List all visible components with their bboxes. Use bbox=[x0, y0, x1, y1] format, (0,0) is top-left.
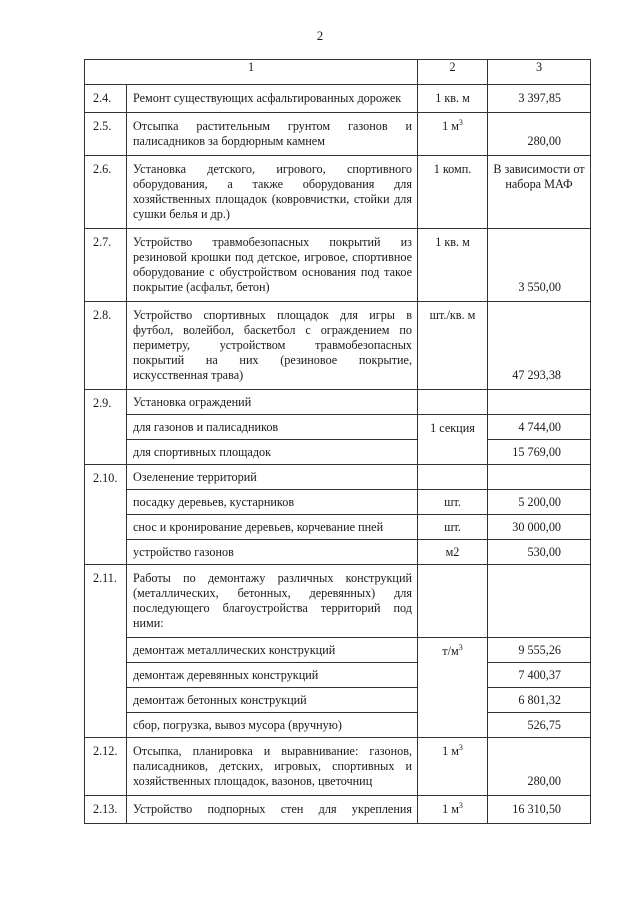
header-row bbox=[85, 60, 591, 85]
sub-item-description: сбор, погрузка, вывоз мусора (вручную) bbox=[127, 713, 418, 738]
item-unit bbox=[418, 796, 488, 824]
item-description: Ремонт существующих асфальтированных дорожек bbox=[127, 85, 418, 113]
sub-item-price: 6 801,32 bbox=[488, 688, 591, 713]
item-unit: 1 комп. bbox=[418, 156, 488, 229]
sub-item-unit: м2 bbox=[418, 540, 488, 565]
item-number: 2.6. bbox=[85, 156, 127, 229]
table-row bbox=[85, 515, 591, 540]
unit-base: 1 м bbox=[442, 744, 459, 758]
sub-item-description: устройство газонов bbox=[127, 540, 418, 565]
item-price: 16 310,50 bbox=[488, 796, 591, 824]
item-price: В зависимости от набора МАФ bbox=[488, 156, 591, 229]
item-number: 2.11. bbox=[85, 565, 127, 738]
header-col-1: 1 bbox=[85, 60, 418, 85]
sub-item-description: для газонов и палисадников bbox=[127, 415, 418, 440]
item-description: Устройство травмобезопасных покрытий из резиновой крошки под детское, игровое, спортивное оборудование с обустройством основания под такое покрытие (асфальт, бетон) bbox=[127, 229, 418, 302]
unit-base: 1 м bbox=[442, 802, 459, 816]
table-row bbox=[85, 688, 591, 713]
item-description: Отсыпка, планировка и выравнивание: газонов, палисадников, детских, игровых, спортивных и хозяйственных площадок, вазонов, цветочниц bbox=[127, 738, 418, 796]
unit-superscript: 3 bbox=[458, 117, 463, 127]
item-number: 2.10. bbox=[85, 465, 127, 565]
table-row bbox=[85, 565, 591, 638]
item-description: Устройство подпорных стен для укрепления bbox=[127, 796, 418, 824]
table-row bbox=[85, 490, 591, 515]
table-row bbox=[85, 465, 591, 490]
item-unit bbox=[418, 565, 488, 638]
sub-item-description: демонтаж металлических конструкций bbox=[127, 638, 418, 663]
sub-item-price: 30 000,00 bbox=[488, 515, 591, 540]
item-price: 280,00 bbox=[488, 113, 591, 156]
item-unit bbox=[418, 390, 488, 415]
item-price bbox=[488, 390, 591, 415]
item-description: Устройство спортивных площадок для игры в футбол, волейбол, баскетбол с ограждением по периметру, устройством травмобезопасных покрытий на них (резиновое покрытие, искусственная трава) bbox=[127, 302, 418, 390]
item-number: 2.8. bbox=[85, 302, 127, 390]
item-description: Озеленение территорий bbox=[127, 465, 418, 490]
item-description: Установка детского, игрового, спортивного оборудования, а также оборудования для хозяйственных площадок (ковровчистки, стойки для сушки белья и др.) bbox=[127, 156, 418, 229]
table-row bbox=[85, 302, 591, 390]
item-number: 2.13. bbox=[85, 796, 127, 824]
sub-item-price: 526,75 bbox=[488, 713, 591, 738]
item-unit bbox=[418, 113, 488, 156]
sub-item-price: 7 400,37 bbox=[488, 663, 591, 688]
sub-item-price: 5 200,00 bbox=[488, 490, 591, 515]
sub-item-price: 9 555,26 bbox=[488, 638, 591, 663]
table-row bbox=[85, 540, 591, 565]
item-unit bbox=[418, 638, 488, 738]
item-description: Установка ограждений bbox=[127, 390, 418, 415]
item-number: 2.9. bbox=[85, 390, 127, 465]
header-col-2: 2 bbox=[418, 60, 488, 85]
table-row bbox=[85, 415, 591, 440]
item-price: 3 550,00 bbox=[488, 229, 591, 302]
item-unit: шт./кв. м bbox=[418, 302, 488, 390]
item-number: 2.12. bbox=[85, 738, 127, 796]
item-price: 280,00 bbox=[488, 738, 591, 796]
sub-item-price: 4 744,00 bbox=[488, 415, 591, 440]
sub-item-unit: шт. bbox=[418, 515, 488, 540]
unit-base: 1 м bbox=[442, 119, 459, 133]
item-number: 2.7. bbox=[85, 229, 127, 302]
item-unit bbox=[418, 738, 488, 796]
header-col-3: 3 bbox=[488, 60, 591, 85]
sub-item-unit: шт. bbox=[418, 490, 488, 515]
sub-item-description: демонтаж бетонных конструкций bbox=[127, 688, 418, 713]
table-row bbox=[85, 113, 591, 156]
item-unit: 1 кв. м bbox=[418, 85, 488, 113]
item-number: 2.4. bbox=[85, 85, 127, 113]
unit-superscript: 3 bbox=[458, 742, 463, 752]
item-price bbox=[488, 565, 591, 638]
table-row bbox=[85, 713, 591, 738]
table-row bbox=[85, 738, 591, 796]
sub-item-description: посадку деревьев, кустарников bbox=[127, 490, 418, 515]
item-unit: 1 кв. м bbox=[418, 229, 488, 302]
item-price bbox=[488, 465, 591, 490]
sub-item-price: 15 769,00 bbox=[488, 440, 591, 465]
item-number: 2.5. bbox=[85, 113, 127, 156]
item-unit bbox=[418, 465, 488, 490]
table-row bbox=[85, 85, 591, 113]
item-description: Отсыпка растительным грунтом газонов и палисадников за бордюрным камнем bbox=[127, 113, 418, 156]
item-price: 47 293,38 bbox=[488, 302, 591, 390]
item-description: Работы по демонтажу различных конструкций (металлических, бетонных, деревянных) для последующего благоустройства территорий под ними: bbox=[127, 565, 418, 638]
item-price: 3 397,85 bbox=[488, 85, 591, 113]
table-row bbox=[85, 156, 591, 229]
rates-table bbox=[84, 59, 591, 824]
unit-superscript: 3 bbox=[458, 800, 463, 810]
unit-base: т/м bbox=[442, 644, 459, 658]
sub-item-description: снос и кронирование деревьев, корчевание пней bbox=[127, 515, 418, 540]
table-row bbox=[85, 638, 591, 663]
unit-superscript: 3 bbox=[458, 642, 463, 652]
table-row bbox=[85, 390, 591, 415]
table-row bbox=[85, 440, 591, 465]
table-row bbox=[85, 229, 591, 302]
sub-item-description: для спортивных площадок bbox=[127, 440, 418, 465]
sub-item-price: 530,00 bbox=[488, 540, 591, 565]
item-unit: 1 секция bbox=[418, 415, 488, 465]
sub-item-description: демонтаж деревянных конструкций bbox=[127, 663, 418, 688]
page-number: 2 bbox=[316, 28, 324, 43]
table-row bbox=[85, 663, 591, 688]
table-row bbox=[85, 796, 591, 824]
